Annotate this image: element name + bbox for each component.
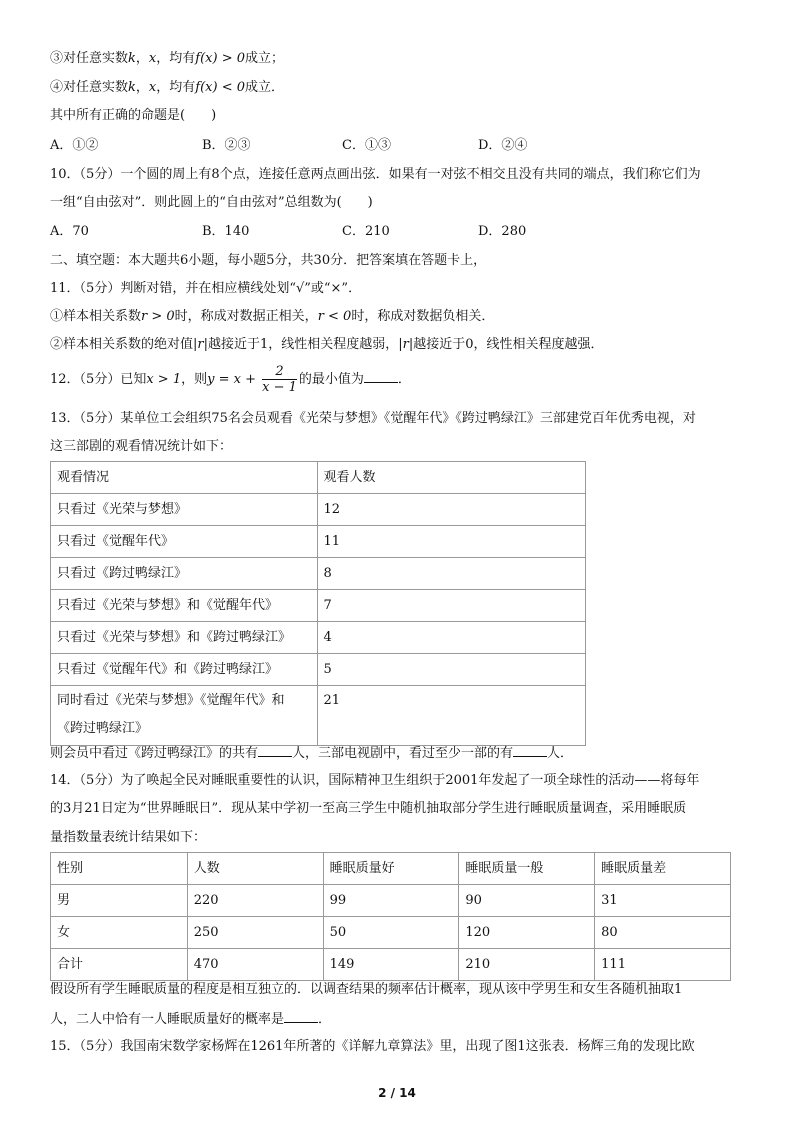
table-cell: 只看过《光荣与梦想》和《觉醒年代》 — [51, 590, 318, 622]
q13-answer-blank-1[interactable] — [258, 744, 292, 757]
q13-answer-line: 则会员中看过《跨过鸭绿江》的共有 人，三部电视剧中，看过至少一部的有 人． — [50, 746, 574, 761]
table-cell: 12 — [317, 494, 586, 526]
table-cell: 5 — [317, 654, 586, 686]
table-cell: 合计 — [51, 949, 188, 981]
table-row — [51, 686, 586, 746]
table-row — [51, 590, 586, 622]
table-cell: 90 — [459, 885, 595, 917]
q12-fraction: $\frac{2}{x - 1}$ — [262, 364, 297, 395]
table-cell: 只看过《光荣与梦想》和《跨过鸭绿江》 — [51, 622, 318, 654]
page-number: 2 / 14 — [378, 1086, 416, 1100]
section-2-heading: 二、填空题：本大题共6小题，每小题5分，共30分．把答案填在答题卡上， — [50, 253, 487, 268]
table-cell: 50 — [323, 917, 459, 949]
q10-option-d: D．280 — [478, 224, 527, 239]
q9-option-d: D．②④ — [478, 138, 528, 153]
table-cell-line: 《跨过鸭绿江》 — [57, 721, 149, 736]
q13-line-2: 这三部剧的观看情况统计如下： — [50, 439, 233, 454]
table-cell — [51, 686, 318, 746]
table-header-row — [51, 462, 586, 494]
table-header-row — [51, 853, 731, 885]
table-cell: 210 — [459, 949, 595, 981]
q14-table — [50, 852, 731, 981]
table-row — [51, 622, 586, 654]
table-cell-line: 同时看过《光荣与梦想》《觉醒年代》和 — [57, 693, 285, 708]
q9-statement-4: ④对任意实数k，x，均有f(x) < 0成立． — [50, 80, 285, 95]
table-header-cell: 性别 — [51, 853, 188, 885]
table-cell: 149 — [323, 949, 459, 981]
q13-line-1: 13．（5分）某单位工会组织75名会员观看《光荣与梦想》《觉醒年代》《跨过鸭绿江》三部建党百年优秀电视，对 — [50, 411, 696, 426]
q11-line-1: 11．（5分）判断对错，并在相应横线处划“√”或“×”． — [50, 281, 362, 296]
table-cell: 21 — [317, 686, 586, 746]
table-cell: 220 — [187, 885, 323, 917]
table-cell: 男 — [51, 885, 188, 917]
q9-option-b: B．②③ — [202, 138, 251, 153]
table-cell: 只看过《觉醒年代》 — [51, 526, 318, 558]
table-cell: 470 — [187, 949, 323, 981]
table-row — [51, 949, 731, 981]
q10-options — [50, 223, 750, 241]
q11-statement-2: ②样本相关系数的绝对值|r|越接近于1，线性相关程度越弱，|r|越接近于0，线性相关程度越强． — [50, 337, 604, 352]
table-cell: 只看过《觉醒年代》和《跨过鸭绿江》 — [51, 654, 318, 686]
table-header-cell: 睡眠质量差 — [595, 853, 731, 885]
table-row — [51, 526, 586, 558]
q10-option-a: A．70 — [50, 224, 89, 239]
table-header-cell: 睡眠质量好 — [323, 853, 459, 885]
q12: 12．（5分）已知x > 1，则y = x + $\frac{2}{x - 1}$ 的最小值为 ． — [50, 364, 411, 395]
q10-line-2: 一组“自由弦对”．则此圆上的“自由弦对”总组数为( ) — [50, 195, 373, 210]
table-header-cell: 观看情况 — [51, 462, 318, 494]
table-cell: 8 — [317, 558, 586, 590]
table-row — [51, 885, 731, 917]
q14-line-3: 量指数量表统计结果如下： — [50, 830, 207, 845]
table-cell: 11 — [317, 526, 586, 558]
q14-line-1: 14．（5分）为了唤起全民对睡眠重要性的认识，国际精神卫生组织于2001年发起了一项全球性的活动——将每年 — [50, 773, 700, 788]
table-cell: 只看过《跨过鸭绿江》 — [51, 558, 318, 590]
q10-option-c: C．210 — [342, 224, 390, 239]
q9-option-a: A．①② — [50, 138, 99, 153]
q9-statement-3: ③对任意实数k，x，均有f(x) > 0成立； — [50, 51, 285, 66]
q9-question: 其中所有正确的命题是( ) — [50, 108, 217, 123]
q9-option-c: C．①③ — [342, 138, 391, 153]
table-cell: 31 — [595, 885, 731, 917]
table-header-cell: 睡眠质量一般 — [459, 853, 595, 885]
q13-answer-blank-2[interactable] — [513, 744, 547, 757]
q15-line-1: 15．（5分）我国南宋数学家杨辉在1261年所著的《详解九章算法》里，出现了图1这张表．杨辉三角的发现比欧 — [50, 1039, 695, 1054]
table-cell: 99 — [323, 885, 459, 917]
table-cell: 4 — [317, 622, 586, 654]
table-row — [51, 558, 586, 590]
table-row — [51, 654, 586, 686]
table-cell: 7 — [317, 590, 586, 622]
q14-after-line-1: 假设所有学生睡眠质量的程度是相互独立的．以调查结果的频率估计概率，现从该中学男生和女生各随机抽取1 — [50, 982, 683, 997]
q10-option-b: B．140 — [202, 224, 250, 239]
q10-line-1: 10．（5分）一个圆的周上有8个点，连接任意两点画出弦．如果有一对弦不相交且没有共同的端点，我们称它们为 — [50, 167, 701, 182]
table-cell: 只看过《光荣与梦想》 — [51, 494, 318, 526]
q12-answer-blank[interactable] — [364, 370, 398, 383]
table-cell: 女 — [51, 917, 188, 949]
q11-statement-1: ①样本相关系数r > 0时，称成对数据正相关，r < 0时，称成对数据负相关． — [50, 309, 495, 324]
table-row — [51, 917, 731, 949]
table-cell: 250 — [187, 917, 323, 949]
q14-after-line-2: 人，二人中恰有一人睡眠质量好的概率是 ． — [50, 1012, 332, 1027]
q9-options — [50, 137, 750, 155]
table-row — [51, 494, 586, 526]
q13-table — [50, 461, 586, 746]
q14-line-2: 的3月21日定为“世界睡眠日”．现从某中学初一至高三学生中随机抽取部分学生进行睡眠质量调查，采用睡眠质 — [50, 801, 687, 816]
table-header-cell: 人数 — [187, 853, 323, 885]
q14-answer-blank[interactable] — [284, 1010, 318, 1023]
table-header-cell: 观看人数 — [317, 462, 586, 494]
table-cell: 120 — [459, 917, 595, 949]
table-cell: 80 — [595, 917, 731, 949]
table-cell: 111 — [595, 949, 731, 981]
